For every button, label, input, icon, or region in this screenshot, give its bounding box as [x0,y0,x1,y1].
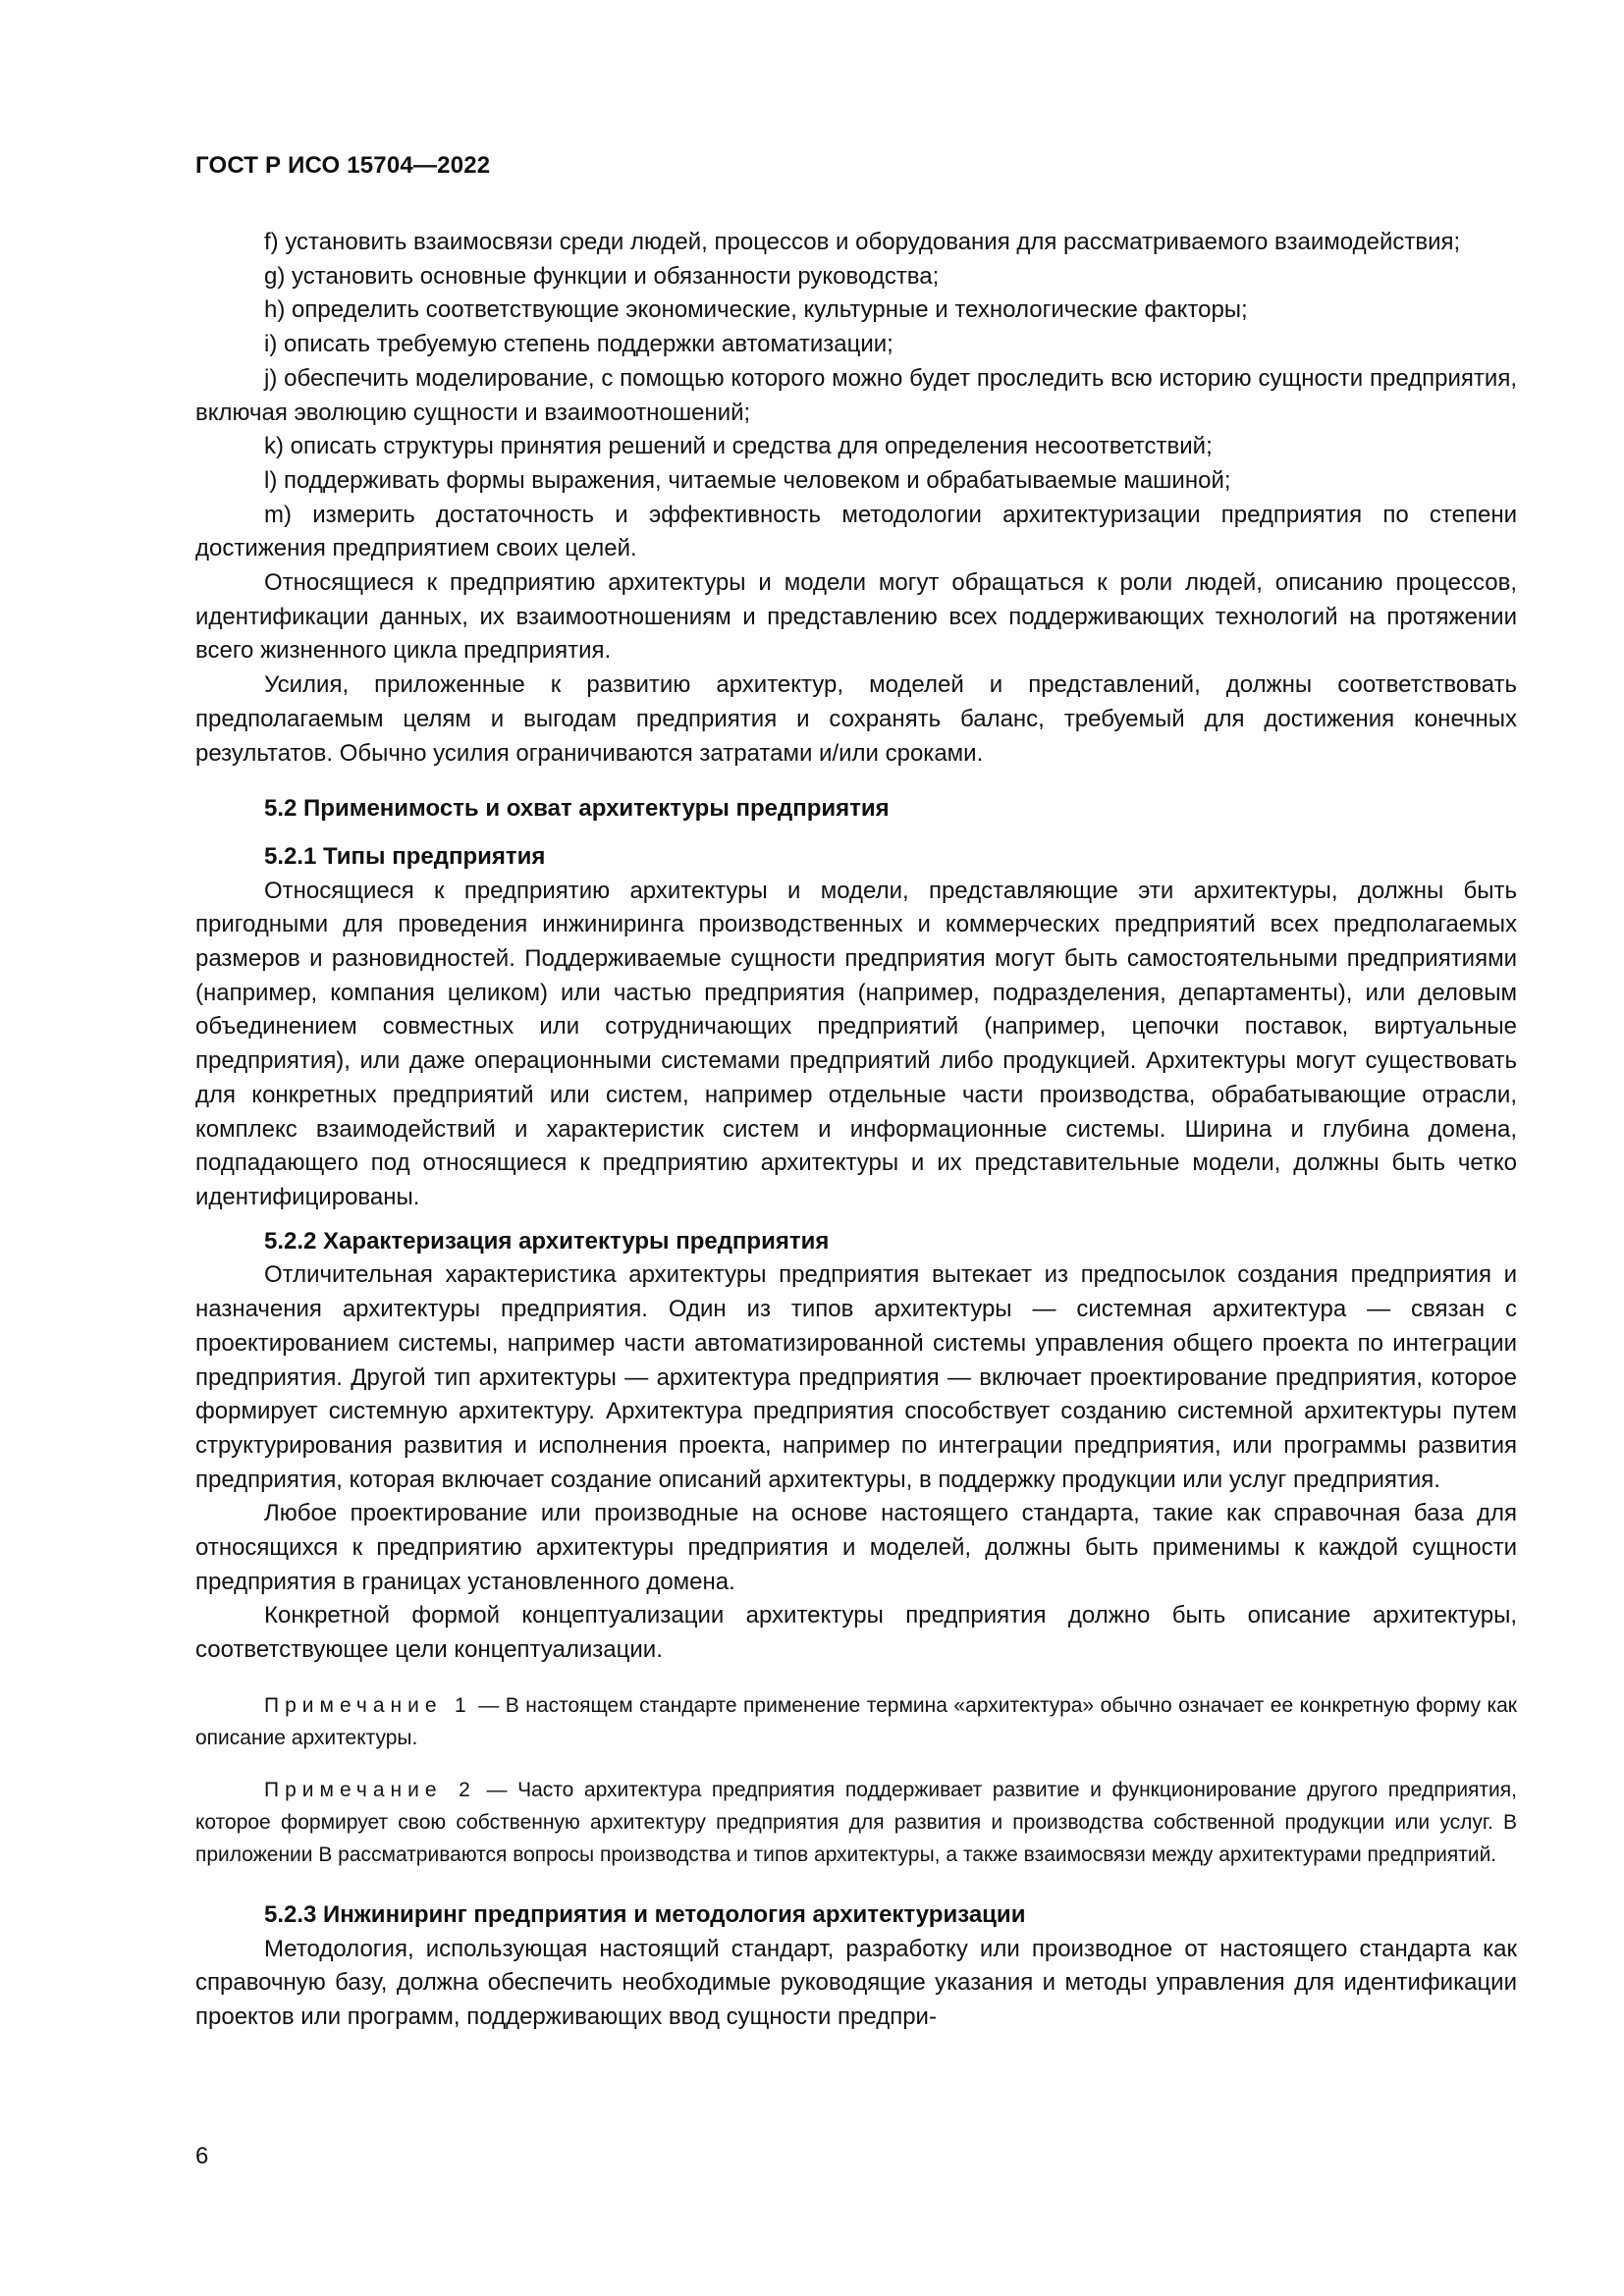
paragraph: Любое проектирование или производные на основе настоящего стандарта, такие как справочная база для относящихся к предприятию архитектуры предприятия и моделей, должны быть применимы к каждой сущности предприятия в границах установленного домена. [195,1500,1517,1595]
section-heading-5-2: 5.2 Применимость и охват архитектуры предприятия [264,795,890,823]
paragraph: Конкретной формой концептуализации архитектуры предприятия должно быть описание архитектуры, соответствующее цели концептуализации. [195,1602,1517,1664]
paragraph: Усилия, приложенные к развитию архитектур, моделей и представлений, должны соответствовать предполагаемым целям и выгодам предприятия и сохранять баланс, требуемый для достижения конечных результатов. Обычно усилия ограничиваются затратами и/или сроками. [195,671,1517,767]
note-1 [195,1689,1517,1754]
list-item-m: m) измерить достаточность и эффективность методологии архитектуризации предприятия по степени достижения предприятием своих целей. [195,501,1517,562]
list-item-g: g) установить основные функции и обязанности руководства; [264,262,940,290]
page-number: 6 [195,2143,209,2169]
list-item-l: l) поддерживать формы выражения, читаемые человеком и обрабатываемые машиной; [264,466,1231,494]
list-item-i: i) описать требуемую степень поддержки автоматизации; [264,331,893,358]
paragraph: Отличительная характеристика архитектуры предприятия вытекает из предпосылок создания предприятия и назначения архитектуры предприятия. Один из типов архитектуры — системная архитектура — связан с проектированием системы, например части автоматизированной системы управления общего проекта по интеграции предприятия. Другой тип архитектуры — архитектура предприятия — включает проектирование предприятия, которое формирует системную архитектуру. Архитектура предприятия способствует созданию системной архитектуры путем структурирования развития и исполнения проекта, например по интеграции предприятия, или программы развития предприятия, которая включает создание описаний архитектуры, в поддержку продукции или услуг предприятия. [195,1261,1517,1493]
note-1-text: — В настоящем стандарте применение термина «архитектура» обычно означает ее конкретную форму как описание архитектуры. [195,1693,1517,1749]
list-item-j: j) обеспечить моделирование, с помощью которого можно будет проследить всю историю сущности предприятия, включая эволюцию сущности и взаимоотношений; [195,364,1517,426]
section-heading-5-2-2: 5.2.2 Характеризация архитектуры предприятия [264,1227,830,1255]
paragraph: Относящиеся к предприятию архитектуры и модели могут обращаться к роли людей, описанию процессов, идентификации данных, их взаимоотношениям и представлению всех поддерживающих технологий на протяжении всего жизненного цикла предприятия. [195,569,1517,665]
section-heading-5-2-3: 5.2.3 Инжиниринг предприятия и методология архитектуризации [264,1900,1026,1928]
list-item-k: k) описать структуры принятия решений и средства для определения несоответствий; [264,433,1213,460]
paragraph: Относящиеся к предприятию архитектуры и модели, представляющие эти архитектуры, должны быть пригодными для проведения инжиниринга производственных и коммерческих предприятий всех предполагаемых размеров и разновидностей. Поддерживаемые сущности предприятия могут быть самостоятельными предприятиями (например, компания целиком) или частью предприятия (например, подразделения, департаменты), или деловым объединением совместных или сотрудничающих предприятий (например, цепочки поставок, виртуальные предприятия), или даже операционными системами предприятий либо продукцией. Архитектуры могут существовать для конкретных предприятий или систем, например отдельные части производства, обрабатывающие отрасли, комплекс взаимодействий и характеристик систем и информационные системы. Ширина и глубина домена, подпадающего под относящиеся к предприятию архитектуры и их представительные модели, должны быть четко идентифицированы. [195,877,1517,1210]
paragraph: Методология, использующая настоящий стандарт, разработку или производное от настоящего стандарта как справочную базу, должна обеспечить необходимые руководящие указания и методы управления для идентификации проектов или программ, поддерживающих ввод сущности предпри- [195,1935,1517,2030]
document-body [195,226,1517,2035]
note-2 [195,1774,1517,1871]
note-2-text: — Часто архитектура предприятия поддерживает развитие и функционирование другого предприятия, которое формирует свою собственную архитектуру предприятия для развития и производства собственной продукции или услуг. В приложении В рассматриваются вопросы производства и типов архитектуры, а также взаимосвязи между архитектурами предприятий. [195,1778,1517,1866]
list-item-h: h) определить соответствующие экономические, культурные и технологические факторы; [264,296,1248,324]
section-heading-5-2-1: 5.2.1 Типы предприятия [264,842,546,870]
note-1-label: Примечание 1 [264,1693,472,1717]
note-2-label: Примечание 2 [264,1778,476,1801]
document-header: ГОСТ Р ИСО 15704—2022 [195,152,491,179]
list-item-f: f) установить взаимосвязи среди людей, процессов и оборудования для рассматриваемого взаимодействия; [264,229,1461,255]
